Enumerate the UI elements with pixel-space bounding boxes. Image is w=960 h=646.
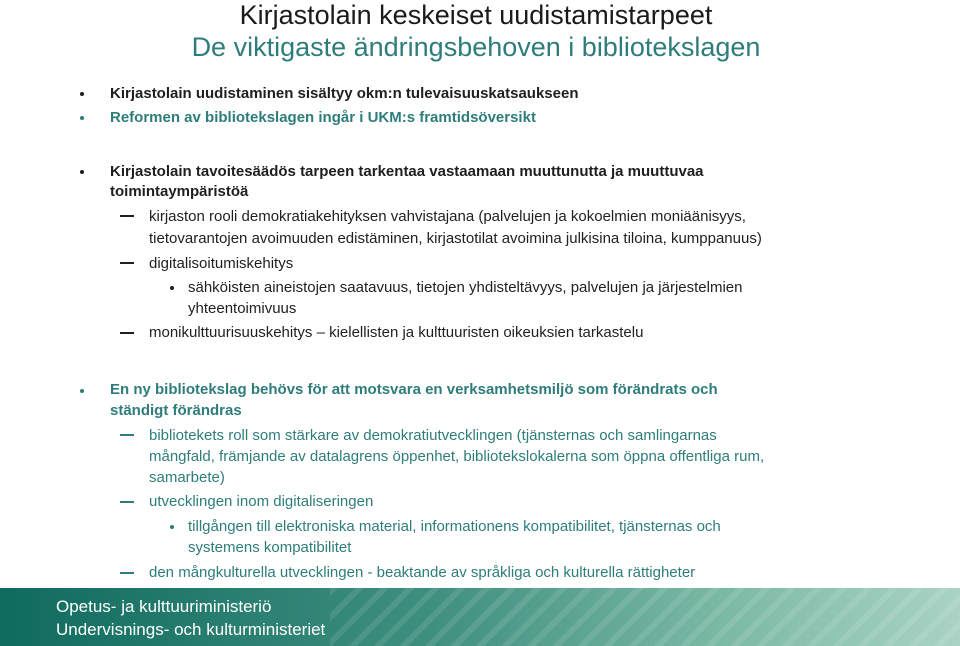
section3-item1-line3: samarbete) [149,469,225,486]
slide-title-finnish: Kirjastolain keskeiset uudistamistarpeet [239,0,713,30]
section2-item1-line2: tietovarantojen avoimuuden edistäminen, kirjastotilat avoimina julkisina tiloina, kumppanuus) [149,230,762,247]
section2-item3: monikulttuurisuuskehitys – kielellisten ja kulttuuristen oikeuksien tarkastelu [149,324,644,341]
dash-bullet [120,332,134,334]
footer-ministry-swedish: Undervisnings- och kulturministeriet [56,620,326,639]
section1-fi: Kirjastolain uudistaminen sisältyy okm:n tulevaisuuskatsaukseen [110,85,579,102]
section3-heading-line1: En ny bibliotekslag behövs för att motsvara en verksamhetsmiljö som förändrats och [110,381,718,398]
bullet-dot [170,286,174,290]
section3-item1-line2: mångfald, främjande av datalagrens öppenhet, bibliotekslokalerna som öppna offentliga rum, [149,448,765,465]
bullet-dot [80,389,84,393]
bullet-dot [170,525,174,529]
section3-heading-line2: ständigt förändras [110,402,242,419]
section3-item3: den mångkulturella utvecklingen - beaktande av språkliga och kulturella rättigheter [149,564,696,581]
section2-sub1-line2: yhteentoimivuus [188,300,297,317]
dash-bullet [120,572,134,574]
section2-sub1-line1: sähköisten aineistojen saatavuus, tietojen yhdisteltävyys, palvelujen ja järjestelmien [188,279,743,296]
bullet-dot [80,116,84,120]
section2-heading-line1: Kirjastolain tavoitesäädös tarpeen tarkentaa vastaamaan muuttunutta ja muuttuvaa [110,163,704,180]
bullet-dot [80,170,84,174]
footer-ministry-finnish: Opetus- ja kulttuuriministeriö [56,597,272,616]
dash-bullet [120,434,134,436]
bullet-dot [80,92,84,96]
section2-heading-line2: toimintaympäristöä [110,183,249,200]
dash-bullet [120,215,134,217]
dash-bullet [120,262,134,264]
dash-bullet [120,501,134,503]
slide-title-swedish: De viktigaste ändringsbehoven i bibliotekslagen [191,32,761,62]
section1-sv: Reformen av bibliotekslagen ingår i UKM:s framtidsöversikt [110,109,536,126]
section3-sub1-line1: tillgången till elektroniska material, informationens kompatibilitet, tjänsternas och [188,518,721,535]
section3-sub1-line2: systemens kompatibilitet [188,539,352,556]
section3-item2: utvecklingen inom digitaliseringen [149,493,374,510]
section3-item1-line1: bibliotekets roll som stärkare av demokratiutvecklingen (tjänsternas och samlingarnas [149,427,717,444]
section2-item1-line1: kirjaston rooli demokratiakehityksen vahvistajana (palvelujen ja kokoelmien moniäänisyys, [149,208,746,225]
section2-item2: digitalisoitumiskehitys [149,255,294,272]
footer-decoration [330,588,960,646]
footer-banner [0,588,960,646]
